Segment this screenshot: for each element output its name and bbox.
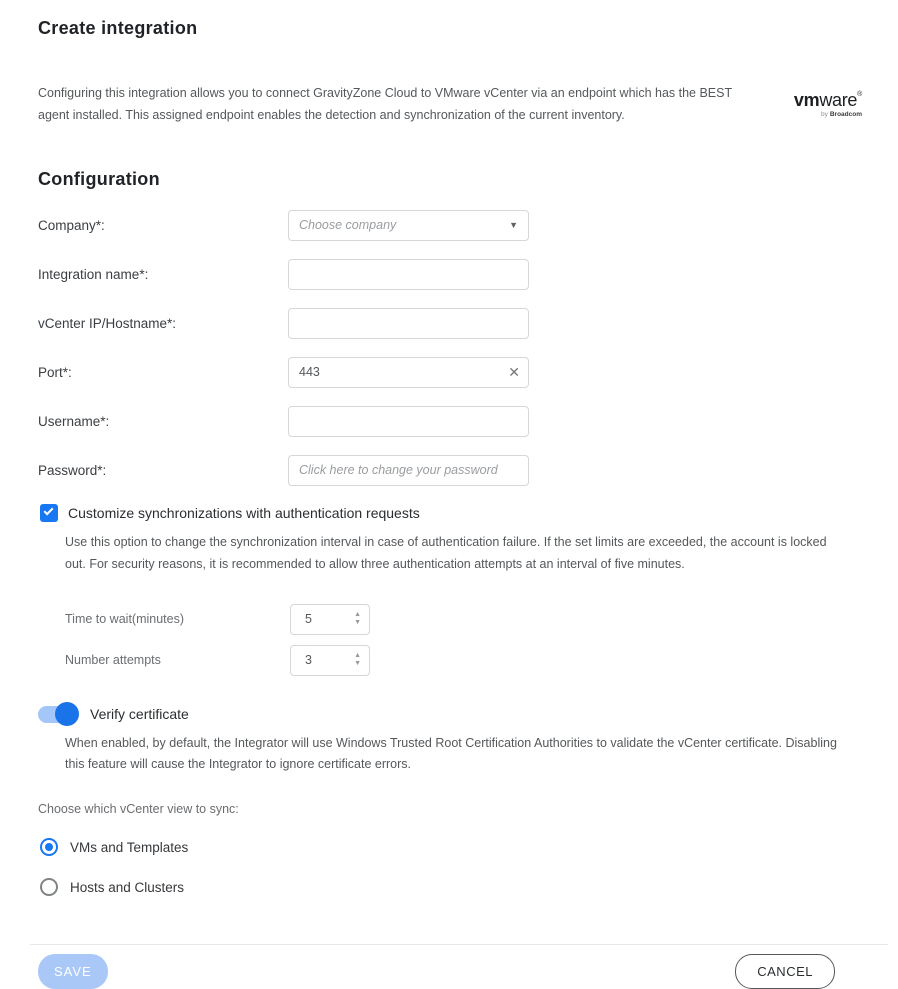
customize-sync-row <box>40 504 898 522</box>
port-label: Port*: <box>38 364 72 380</box>
password-row <box>38 455 898 486</box>
byline-by-text: by <box>820 111 828 118</box>
company-label: Company*: <box>38 217 105 233</box>
integration-name-row <box>38 259 898 290</box>
password-input[interactable] <box>288 455 529 486</box>
number-attempts-row <box>65 645 898 676</box>
vms-and-templates-row <box>40 838 898 856</box>
footer-actions <box>38 954 835 989</box>
username-label: Username*: <box>38 413 110 429</box>
clear-icon[interactable]: ✕ <box>508 363 520 380</box>
vmware-vm-text: vm <box>793 90 820 110</box>
hosts-and-clusters-row <box>40 878 898 896</box>
company-row <box>38 210 898 241</box>
time-to-wait-row <box>65 604 898 635</box>
page-title: Create integration <box>38 18 198 38</box>
vmware-ware-text: ware <box>819 90 858 110</box>
vcenter-host-row <box>38 308 898 339</box>
vcenter-host-label: vCenter IP/Hostname*: <box>38 315 177 331</box>
port-row <box>38 357 898 388</box>
verify-certificate-help: When enabled, by default, the Integrator will use Windows Trusted Root Certification Authorities to validate the vCenter certificate. Disabling this feature will cause the Integrator to ignore certificate errors. <box>65 735 837 772</box>
intro-description: Configuring this integration allows you to connect GravityZone Cloud to VMware vCenter via an endpoint which has the BEST agent installed. This assigned endpoint enables the detection and synchronization of the current inventory. <box>38 86 732 122</box>
time-to-wait-input[interactable] <box>291 612 339 626</box>
vms-and-templates-radio[interactable] <box>40 838 58 856</box>
checkmark-icon <box>44 506 54 516</box>
hosts-and-clusters-label: Hosts and Clusters <box>70 879 185 895</box>
registered-mark: ® <box>857 91 862 98</box>
intro-section <box>38 83 862 127</box>
byline-brand-text: Broadcom <box>829 111 862 118</box>
customize-sync-help: Use this option to change the synchronization interval in case of authentication failure. If the set limits are exceeded, the account is locked out. For security reasons, it is recommended to allow three authentication attempts at an interval of five minutes. <box>65 534 827 571</box>
spinner-arrows <box>354 611 369 627</box>
customize-sync-checkbox[interactable] <box>40 504 58 522</box>
port-input[interactable] <box>288 357 529 388</box>
toggle-knob <box>55 702 79 726</box>
cancel-button[interactable]: CANCEL <box>735 954 835 989</box>
username-input[interactable] <box>288 406 529 437</box>
integration-name-input[interactable] <box>288 259 529 290</box>
company-select[interactable] <box>288 210 529 241</box>
radio-dot <box>45 843 53 851</box>
number-attempts-label: Number attempts <box>65 653 161 667</box>
footer-divider <box>30 944 888 945</box>
vmware-logo <box>794 91 862 119</box>
verify-certificate-toggle[interactable] <box>38 706 76 723</box>
increment-icon[interactable]: ▲ <box>354 651 361 659</box>
decrement-icon[interactable]: ▼ <box>354 619 361 626</box>
hosts-and-clusters-radio[interactable] <box>40 878 58 896</box>
time-to-wait-label: Time to wait(minutes) <box>65 612 185 626</box>
customize-sync-label: Customize synchronizations with authentication requests <box>68 504 420 521</box>
save-button[interactable]: SAVE <box>38 954 108 989</box>
configuration-section-title: Configuration <box>38 168 160 189</box>
integration-name-label: Integration name*: <box>38 266 149 282</box>
vmware-byline <box>794 112 862 119</box>
chevron-down-icon: ▼ <box>509 220 518 231</box>
number-attempts-spinner <box>290 645 370 676</box>
company-placeholder: Choose company <box>299 218 397 233</box>
verify-certificate-label: Verify certificate <box>90 706 189 722</box>
decrement-icon[interactable]: ▼ <box>354 660 361 667</box>
username-row <box>38 406 898 437</box>
spinner-arrows <box>354 652 369 668</box>
increment-icon[interactable]: ▲ <box>354 610 361 618</box>
vcenter-host-input[interactable] <box>288 308 529 339</box>
number-attempts-input[interactable] <box>291 653 339 667</box>
vms-and-templates-label: VMs and Templates <box>70 839 189 855</box>
vcenter-view-label: Choose which vCenter view to sync: <box>38 802 239 817</box>
time-to-wait-spinner <box>290 604 370 635</box>
vmware-wordmark <box>794 91 862 109</box>
password-label: Password*: <box>38 462 107 478</box>
verify-certificate-row <box>38 706 898 723</box>
